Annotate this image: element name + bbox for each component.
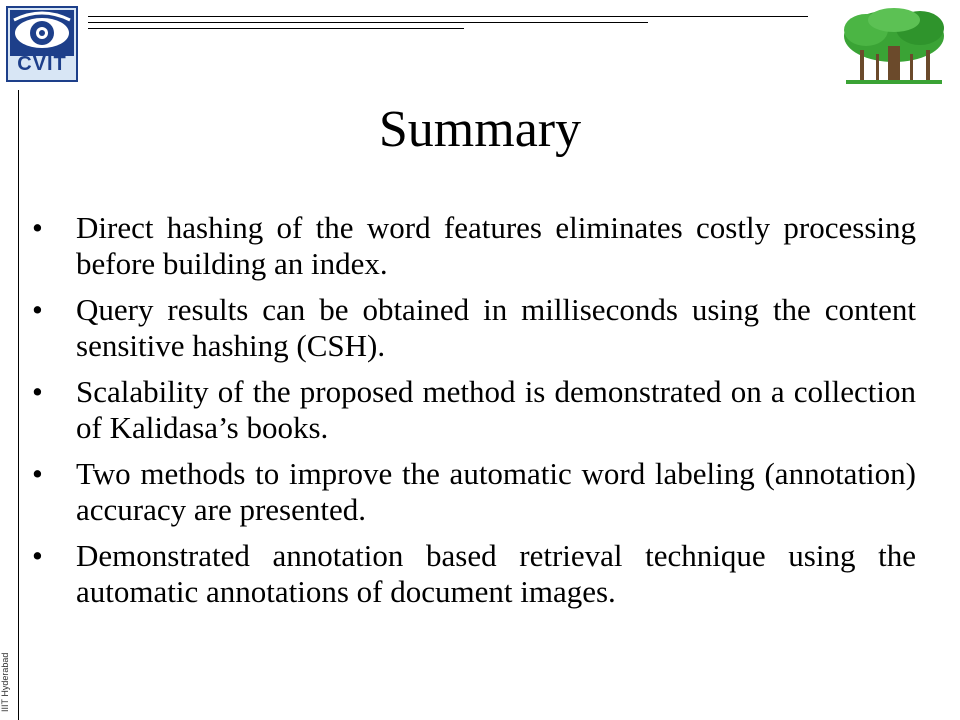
side-label: IIIT Hyderabad [0, 652, 10, 712]
tree-logo [838, 6, 950, 88]
bullet-icon: • [32, 456, 43, 491]
bullet-text: Two methods to improve the automatic word labeling (annotation) accuracy are presented. [76, 456, 916, 527]
bullet-icon: • [32, 210, 43, 245]
cvit-logo [6, 6, 78, 82]
side-rule [18, 90, 19, 720]
bullet-text: Scalability of the proposed method is demonstrated on a collection of Kalidasa’s books. [76, 374, 916, 445]
bullet-item [32, 292, 916, 364]
bullet-item [32, 456, 916, 528]
bullet-list [32, 210, 916, 620]
logo-text: CVIT [17, 53, 67, 75]
bullet-item [32, 210, 916, 282]
bullet-text: Demonstrated annotation based retrieval technique using the automatic annotations of document images. [76, 538, 916, 609]
bullet-icon: • [32, 292, 43, 327]
bullet-icon: • [32, 538, 43, 573]
header-rule-2 [88, 22, 648, 23]
bullet-item [32, 538, 916, 610]
bullet-item [32, 374, 916, 446]
header-rule-3 [88, 28, 464, 29]
bullet-text: Direct hashing of the word features eliminates costly processing before building an index. [76, 210, 916, 281]
bullet-text: Query results can be obtained in milliseconds using the content sensitive hashing (CSH). [76, 292, 916, 363]
page-title: Summary [378, 101, 582, 158]
bullet-icon: • [32, 374, 43, 409]
eye-icon [10, 10, 74, 56]
header-rule-1 [88, 16, 808, 17]
